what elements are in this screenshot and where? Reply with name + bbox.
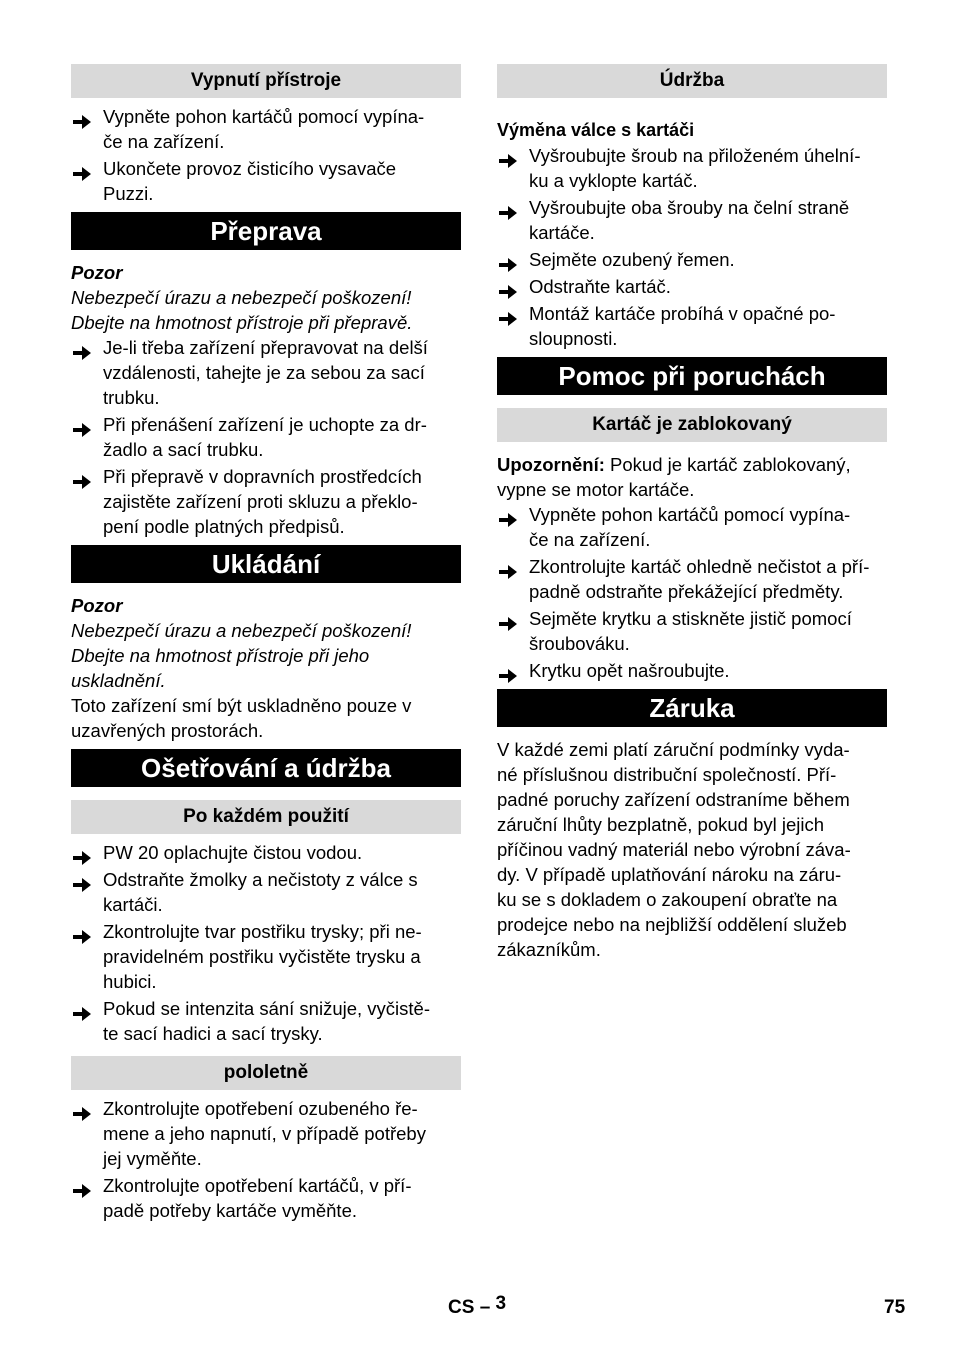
list-item-text: PW 20 oplachujte čistou vodou. bbox=[103, 842, 363, 863]
list-item bbox=[497, 274, 887, 299]
left-column bbox=[71, 64, 461, 1223]
arrow-right-icon bbox=[499, 612, 517, 626]
section-title-pomoc: Pomoc při poruchách bbox=[497, 357, 887, 395]
section-title-osetrovani: Ošetřování a údržba bbox=[71, 749, 461, 787]
list-item bbox=[497, 301, 887, 351]
list-item-text: Sejměte ozubený řemen. bbox=[529, 249, 735, 270]
bullet-list-po-kazdem-pouziti bbox=[71, 840, 461, 1046]
list-item-text: Odstraňte kartáč. bbox=[529, 276, 671, 297]
arrow-right-icon bbox=[499, 280, 517, 294]
list-item bbox=[71, 867, 461, 917]
arrow-right-icon bbox=[73, 925, 91, 939]
arrow-right-icon bbox=[73, 873, 91, 887]
arrow-right-icon bbox=[73, 846, 91, 860]
bullet-list-pololetne bbox=[71, 1096, 461, 1223]
warning-text: Nebezpečí úrazu a nebezpečí poškození! Dbejte na hmotnost přístroje při přepravě. bbox=[71, 287, 413, 333]
list-item bbox=[71, 919, 461, 994]
list-item bbox=[497, 195, 887, 245]
arrow-right-icon bbox=[73, 162, 91, 176]
list-item-text: Zkontrolujte opotřebení ozubeného ře- mene a jeho napnutí, v případě potřeby jej vyměňte. bbox=[103, 1098, 426, 1169]
bullet-list-vypnuti bbox=[71, 104, 461, 206]
section-title-zaruka: Záruka bbox=[497, 689, 887, 727]
arrow-right-icon bbox=[499, 307, 517, 321]
list-item bbox=[71, 996, 461, 1046]
arrow-right-icon bbox=[73, 1102, 91, 1116]
note-text: Pokud je kartáč zablokovaný, vypne se motor kartáče. bbox=[497, 454, 851, 500]
list-item-text: Zkontrolujte opotřebení kartáčů, v pří- padě potřeby kartáče vyměňte. bbox=[103, 1175, 412, 1221]
bullet-list-kartac bbox=[497, 502, 887, 683]
list-item-text: Montáž kartáče probíhá v opačné po- sloupnosti. bbox=[529, 303, 836, 349]
list-item bbox=[71, 840, 461, 865]
arrow-right-icon bbox=[73, 1179, 91, 1193]
list-item-text: Při přenášení zařízení je uchopte za dr- žadlo a sací trubku. bbox=[103, 414, 427, 460]
arrow-right-icon bbox=[73, 110, 91, 124]
list-item bbox=[497, 502, 887, 552]
section-heading-vypnuti: Vypnutí přístroje bbox=[71, 64, 461, 98]
note-paragraph bbox=[497, 452, 887, 502]
list-item-text: Vypněte pohon kartáčů pomocí vypína- če na zařízení. bbox=[103, 106, 425, 152]
note-label: Upozornění: bbox=[497, 454, 605, 475]
warning-text: Nebezpečí úrazu a nebezpečí poškození! Dbejte na hmotnost přístroje při jeho uskladnění. bbox=[71, 620, 412, 691]
list-item bbox=[71, 156, 461, 206]
section-heading-po-kazdem-pouziti: Po každém použití bbox=[71, 800, 461, 834]
section-heading-pololetne: pololetně bbox=[71, 1056, 461, 1090]
footer-lang: CS bbox=[448, 1297, 475, 1318]
arrow-right-icon bbox=[499, 664, 517, 678]
bullet-list-preprava bbox=[71, 335, 461, 539]
list-item-text: Odstraňte žmolky a nečistoty z válce s kartáči. bbox=[103, 869, 418, 915]
list-item bbox=[71, 464, 461, 539]
arrow-right-icon bbox=[73, 1002, 91, 1016]
list-item-text: Pokud se intenzita sání snižuje, vyčistě- te sací hadici a sací trysky. bbox=[103, 998, 430, 1044]
list-item bbox=[71, 412, 461, 462]
section-heading-udrzba: Údržba bbox=[497, 64, 887, 98]
list-item bbox=[71, 104, 461, 154]
list-item-text: Zkontrolujte kartáč ohledně nečistot a pří- padně odstraňte překážející předměty. bbox=[529, 556, 870, 602]
caution-label: Pozor bbox=[71, 262, 123, 283]
section-title-ukladani: Ukládání bbox=[71, 545, 461, 583]
list-item-text: Ukončete provoz čisticího vysavače Puzzi. bbox=[103, 158, 397, 204]
list-item-text: Vyšroubujte oba šrouby na čelní straně kartáče. bbox=[529, 197, 850, 243]
arrow-right-icon bbox=[73, 341, 91, 355]
arrow-right-icon bbox=[73, 470, 91, 484]
footer-language-code bbox=[448, 1293, 507, 1319]
arrow-right-icon bbox=[499, 508, 517, 522]
list-item bbox=[71, 1173, 461, 1223]
warranty-text: V každé zemi platí záruční podmínky vyda- né příslušnou distribuční společností. Pří- padné poruchy zařízení odstraníme během záruční lhůty bezplatně, pokud byl jejich příčinou vadný materiál nebo výrobní záva- dy. V případě uplatňování nároku na záru- ku se s dokladem o zakoupení obraťte na prodejce nebo na nejbližší oddělení služeb zákazníkům. bbox=[497, 739, 851, 960]
caution-label: Pozor bbox=[71, 595, 123, 616]
arrow-right-icon bbox=[499, 201, 517, 215]
arrow-right-icon bbox=[499, 560, 517, 574]
footer-dash: – bbox=[479, 1297, 491, 1318]
arrow-right-icon bbox=[499, 149, 517, 163]
list-item-text: Vypněte pohon kartáčů pomocí vypína- če na zařízení. bbox=[529, 504, 851, 550]
footer-sub-page: 3 bbox=[495, 1293, 507, 1314]
list-item bbox=[71, 335, 461, 410]
arrow-right-icon bbox=[73, 418, 91, 432]
list-item-text: Krytku opět našroubujte. bbox=[529, 660, 730, 681]
section-title-preprava: Přeprava bbox=[71, 212, 461, 250]
section-heading-kartac-zablokovany: Kartáč je zablokovaný bbox=[497, 408, 887, 442]
bullet-list-udrzba bbox=[497, 143, 887, 351]
subheading-vymena-valce: Výměna válce s kartáči bbox=[497, 120, 695, 140]
list-item bbox=[497, 247, 887, 272]
list-item-text: Zkontrolujte tvar postřiku trysky; při ne- pravidelném postřiku vyčistěte trysku a hubici. bbox=[103, 921, 422, 992]
list-item-text: Sejměte krytku a stiskněte jistič pomocí šroubováku. bbox=[529, 608, 852, 654]
list-item-text: Vyšroubujte šroub na přiloženém úhelní- ku a vyklopte kartáč. bbox=[529, 145, 861, 191]
list-item-text: Je-li třeba zařízení přepravovat na delší vzdálenosti, tahejte je za sebou za sací trubku. bbox=[103, 337, 428, 408]
storage-text: Toto zařízení smí být uskladněno pouze v uzavřených prostorách. bbox=[71, 695, 412, 741]
right-column bbox=[497, 64, 887, 962]
list-item bbox=[71, 1096, 461, 1171]
list-item bbox=[497, 554, 887, 604]
list-item bbox=[497, 658, 887, 683]
list-item bbox=[497, 143, 887, 193]
list-item bbox=[497, 606, 887, 656]
list-item-text: Při přepravě v dopravních prostředcích zajistěte zařízení proti skluzu a překlo- pení podle platných předpisů. bbox=[103, 466, 422, 537]
page-number: 75 bbox=[884, 1297, 906, 1318]
arrow-right-icon bbox=[499, 253, 517, 267]
